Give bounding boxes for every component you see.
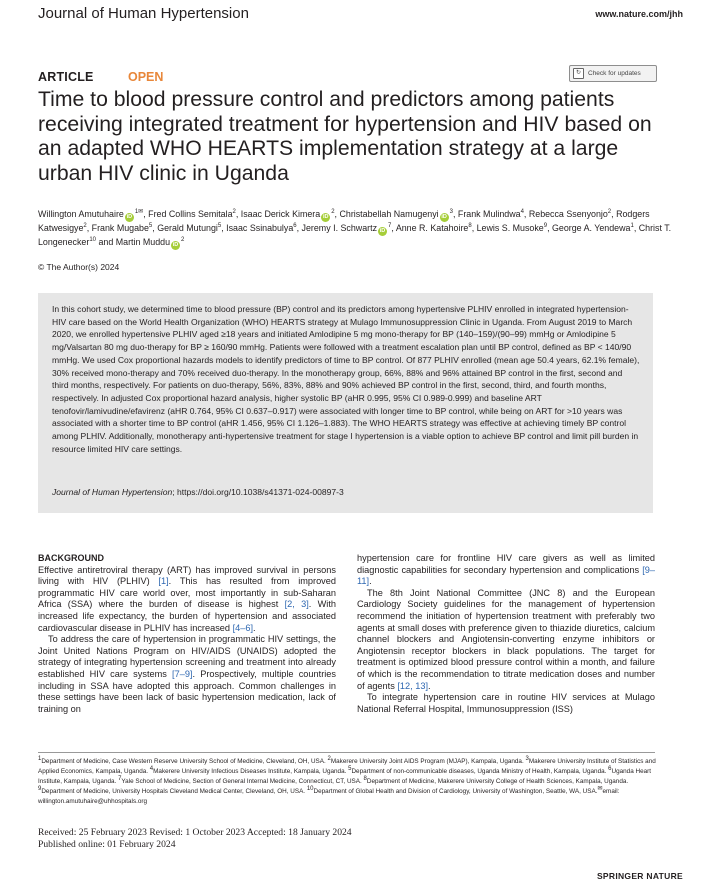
author-affiliation-mark: 2 <box>83 223 87 230</box>
author-list: Willington Amutuhaire $iD^{1✉}$, Fred Collins Semitala$^2$, Isaac Derick Kimera $iD^2$, Christabellah Namugenyi $iD^3$, Frank Mulindwa$^4$, Rebecca Ssenyonjo$^2$, Rodgers Katwesigye$^2$, Frank Mugabe$^5$, Gerald Mutungi$^5$, Isaac Ssinabulya$^6$, Jeremy I. Schwartz $iD^7$, Anne R. Katahoire$^8$, Lewis S. Musoke$^9$, George A. Yendewa$^1$, Christ T. Longenecker$^{10}$ and Martin Muddu $iD^2$ <box>38 209 672 248</box>
section-heading: BACKGROUND <box>38 553 104 563</box>
author-name: Frank Mugabe <box>91 223 149 233</box>
check-for-updates-button[interactable] <box>569 65 657 82</box>
citation-doi[interactable]: ; https://doi.org/10.1038/s41371-024-00897-3 <box>172 487 344 497</box>
reference-link[interactable]: [2, 3] <box>284 599 309 610</box>
body-paragraph: Effective antiretroviral therapy (ART) has improved survival in persons living with HIV (PLHIV) [1]. This has resulted from improved programmatic HIV care world over, most importantly in sub-Saharan Africa (SSA) where the burden of disease is highest [2, 3]. With increased life expectancy, the burden of hypertension and associated cardiovascular disease in PLHIV has increased [4–6]. <box>38 564 336 633</box>
author-affiliation-mark: 1 <box>630 223 634 230</box>
author-affiliation-mark: 2 <box>232 209 236 216</box>
affiliation-text: Department of Medicine, Makerere University College of Health Sciences, Kampala, Uganda. <box>366 777 629 785</box>
affiliation-text: email: willington.amutuhaire@uhhospitals.org <box>38 787 620 805</box>
author-name: Anne R. Katahoire <box>395 223 469 233</box>
dates-received-revised-accepted: Received: 25 February 2023 Revised: 1 October 2023 Accepted: 18 January 2024 <box>38 827 352 838</box>
abstract-text: In this cohort study, we determined time to blood pressure (BP) control and its predictors among hypertensive PLHIV enrolled in integrated hypertension-HIV care based on the World Health Organization (WHO) HEARTS strategy at Mulago Immunosuppression Clinic in Uganda. From August 2019 to March 2020, we enrolled hypertensive PLHIV aged ≥18 years and initiated Amlodipine 5 mg mono-therapy for BP (140–159)/(90–99) mmHg or Amlodipine 5 mg/Valsartan 80 mg duo-therapy for BP ≥ 160/90 mmHg. Patients were followed with a treatment escalation plan until BP control, defined as BP < 140/90 mmHg. We used Cox proportional hazards models to identify predictors of time to BP control. Of 877 PLHIV enrolled (mean age 50.4 years, 62.1% female), 30% received mono-therapy and 70% received duo-therapy. In the monotherapy group, 66%, 88% and 96% attained BP control in the first, second and third months, respectively. For patients on duo-therapy, 56%, 83%, 88% and 90% achieved BP control in the first, second, third, and fourth months, respectively. In adjusted Cox proportional hazard analysis, higher systolic BP (aHR 0.995, 95% CI 0.989-0.999) and baseline ART tenofovir/lamivudine/efavirenz (aHR 0.764, 95% CI 0.637–0.917) were associated with longer time to BP control, while being on ART for >10 years was associated with a shorter time to BP control (aHR 1.456, 95% CI 1.126–1.883). The WHO HEARTS strategy was effective at achieving timely BP control among PLHIV. Additionally, monotherapy anti-hypertensive treatment for stage I hypertension is a viable option to achieve BP control and limit pill burden in resource limited HIV care settings. <box>52 304 640 454</box>
author-affiliation-mark: 4 <box>520 209 524 216</box>
orcid-icon[interactable]: iD <box>441 214 447 220</box>
affiliation-number: ✉ <box>597 785 603 792</box>
author-name: Willington Amutuhaire <box>38 209 124 219</box>
orcid-icon[interactable]: iD <box>322 214 329 220</box>
affiliation-number: 6 <box>608 765 612 772</box>
publisher-logo: SPRINGER NATURE <box>596 871 683 881</box>
affiliation-text: Yale School of Medicine, Section of General Internal Medicine, Connecticut, CT, USA. <box>121 777 364 785</box>
affiliation-number: 9 <box>38 785 42 792</box>
reference-link[interactable]: [4–6] <box>232 622 254 633</box>
body-paragraph: The 8th Joint National Committee (JNC 8) and the European Cardiology Society guidelines for the management of hypertension recommend the initiation of hypertension treatment with preferably two agents at small doses with preference given to thiazide diuretics, calcium channel blockers and Angiotensin-converting enzyme inhibitors or Angiotensin receptor blockers in black populations. The target for treatment is optimized blood pressure control within a month, and failure of which is the recommendation to titrate medication doses and number of agents [12, 13]. <box>357 587 655 691</box>
dates-published: Published online: 01 February 2024 <box>38 838 176 850</box>
author-name: Christabellah Namugenyi <box>339 209 439 219</box>
journal-url[interactable]: www.nature.com/jhh <box>595 9 683 19</box>
affiliation-number: 5 <box>348 765 352 772</box>
reference-link[interactable]: [12, 13] <box>397 680 429 691</box>
author-name: Gerald Mutungi <box>157 223 218 233</box>
affiliation-text: Uganda Heart Institute, Kampala, Uganda. <box>38 767 652 785</box>
body-paragraph: hypertension care for frontline HIV care givers as well as limited diagnostic capabilities for secondary hypertension and complications [9–11]. <box>357 553 655 587</box>
author-affiliation-mark: 8 <box>468 223 472 230</box>
affiliation-text: Makerere University Infectious Diseases Institute, Kampala, Uganda. <box>153 767 349 775</box>
affiliation-number: 2 <box>327 755 331 762</box>
author-name: Jeremy I. Schwartz <box>301 223 378 233</box>
author-name: Isaac Ssinabulya <box>226 223 294 233</box>
affiliations <box>38 757 658 807</box>
body-paragraph: To address the care of hypertension in programmatic HIV settings, the Joint United Nations Program on HIV/AIDS (UNAIDS) adopted the strategy of integrating hypertension screening and treatment into already established HIV care systems [7–9]. Prospectively, multiple countries including in SSA have adopted this approach. Common challenges in these settings have been lack of basic hypertension medication, lack of training on <box>38 634 336 714</box>
affiliation-number: 3 <box>525 755 529 762</box>
affiliation-number: 7 <box>118 775 122 782</box>
reference-link[interactable]: [9–11] <box>357 564 655 587</box>
author-name: Rebecca Ssenyonjo <box>528 209 608 219</box>
reference-link[interactable]: [1] <box>158 576 169 587</box>
refresh-icon: ↻ <box>573 68 584 79</box>
orcid-icon[interactable]: iD <box>172 242 179 248</box>
author-affiliation-mark: 5 <box>217 223 222 230</box>
footnote-divider <box>38 752 655 753</box>
citation-journal: Journal of Human Hypertension <box>52 487 173 497</box>
affiliation-number: 1 <box>38 755 42 762</box>
author-name: Rodgers Katwesigye <box>38 209 650 233</box>
author-affiliation-mark: 9 <box>543 223 548 230</box>
body-column-right <box>357 553 655 715</box>
author-affiliation-mark: 6 <box>293 223 297 230</box>
check-for-updates-label: Check for updates <box>588 70 641 77</box>
orcid-icon[interactable]: iD <box>379 228 386 234</box>
affiliation-text: Department of non-communicable diseases, Uganda Ministry of Health, Kampala, Uganda. <box>351 767 609 775</box>
affiliation-number: 10 <box>306 785 314 792</box>
author-name: Martin Muddu <box>115 237 171 247</box>
affiliation-number: 8 <box>363 775 367 782</box>
author-affiliation-mark: 7 <box>388 223 392 230</box>
author-affiliation-mark: 2 <box>331 209 335 216</box>
author-name: Lewis S. Musoke <box>476 223 544 233</box>
open-access-badge: OPEN <box>128 70 164 84</box>
reference-link[interactable]: [7–9] <box>172 668 193 679</box>
author-affiliation-mark: 2 <box>181 237 185 244</box>
article-title: Time to blood pressure control and predictors among patients receiving integrated treatment for hypertension and HIV based on an adapted WHO HEARTS implementation strategy at a large urban HIV clinic in Uganda <box>38 88 652 185</box>
body-column-left <box>38 553 336 715</box>
author-affiliation-mark: 2 <box>607 209 612 216</box>
author-affiliation-mark: 10 <box>89 237 97 244</box>
author-name: George A. Yendewa <box>552 223 631 233</box>
article-dates <box>38 827 658 850</box>
journal-name: Journal of Human Hypertension <box>38 5 249 22</box>
body-paragraph: To integrate hypertension care in routine HIV services at Mulago National Referral Hospital, Immunosuppression (ISS) <box>357 692 655 714</box>
author-name: Christ T. Longenecker <box>38 223 672 247</box>
affiliation-text: Department of Medicine, University Hospitals Cleveland Medical Center, Cleveland, OH, USA. <box>41 787 307 795</box>
citation <box>52 487 344 497</box>
author-name: Isaac Derick Kimera <box>240 209 321 219</box>
author-affiliation-mark: 5 <box>148 223 153 230</box>
affiliation-text: Makerere University Joint AIDS Program (MJAP), Kampala, Uganda. <box>330 758 526 765</box>
author-name: Fred Collins Semitala <box>148 209 233 219</box>
author-name: Frank Mulindwa <box>457 209 521 219</box>
author-affiliation-mark: 1✉ <box>134 209 144 216</box>
affiliation-text: Makerere University Institute of Statistics and Applied Economics, Kampala, Uganda. <box>38 758 656 775</box>
article-type: ARTICLE <box>38 70 94 84</box>
copyright: © The Author(s) 2024 <box>38 262 120 272</box>
orcid-icon[interactable]: iD <box>126 214 133 220</box>
affiliation-number: 4 <box>149 765 154 772</box>
affiliation-text: Department of Global Health and Division of Cardiology, University of Washington, Seattle, WA, USA. <box>313 787 598 795</box>
author-affiliation-mark: 3 <box>449 209 453 216</box>
affiliation-text: Department of Medicine, Case Western Reserve University School of Medicine, Cleveland, OH, USA. <box>41 758 328 765</box>
